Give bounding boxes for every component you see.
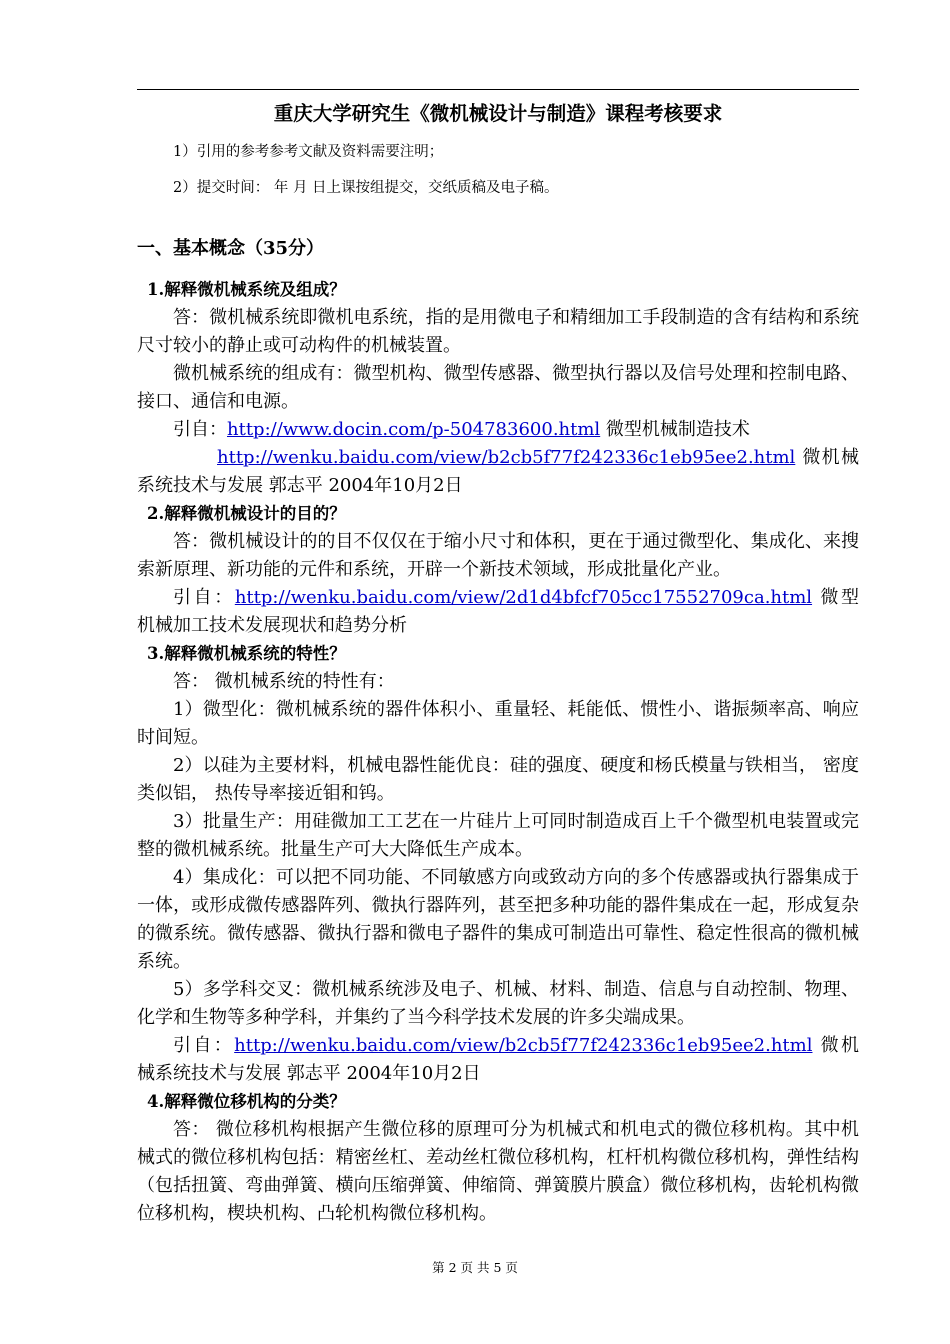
q3-item-2: 2）以硅为主要材料，机械电器性能优良：硅的强度、硬度和杨氏模量与铁相当， 密度类似铝， 热传导率接近钼和钨。 [137, 755, 859, 804]
q1-citation-1 [137, 416, 859, 444]
cite-title: 微机械系统技术与发展 郭志平 2004年10月2日 [137, 1035, 859, 1084]
cite-link-baidu-1[interactable]: http://wenku.baidu.com/view/b2cb5f77f242336c1eb95ee2.html [217, 447, 796, 468]
cite-prefix: 引自： [173, 587, 235, 608]
question-2-heading: 2.解释微机械设计的目的？ [147, 504, 346, 523]
q1-answer: 答：微机械系统即微机电系统，指的是用微电子和精细加工手段制造的含有结构和系统尺寸较小的静止或可动构件的机械装置。 [137, 307, 859, 356]
q3-item-5: 5）多学科交叉：微机械系统涉及电子、机械、材料、制造、信息与自动控制、物理、化学和生物等多种学科，并集约了当今科学技术发展的许多尖端成果。 [137, 979, 859, 1028]
q3-item-3: 3）批量生产：用硅微加工工艺在一片硅片上可同时制造成百上千个微型机电装置或完整的微机械系统。批量生产可大大降低生产成本。 [137, 811, 859, 860]
cite-prefix: 引自： [173, 419, 227, 440]
question-4-heading: 4.解释微位移机构的分类？ [147, 1092, 346, 1111]
question-1-heading: 1.解释微机械系统及组成？ [147, 280, 346, 299]
page-number-footer: 第 2 页 共 5 页 [432, 1260, 518, 1275]
q3-item-4: 4）集成化：可以把不同功能、不同敏感方向或致动方向的多个传感器或执行器集成于一体，或形成微传感器阵列、微执行器阵列，甚至把多种功能的器件集成在一起，形成复杂的微系统。微传感器、微执行器和微电子器件的集成可制造出可靠性、稳定性很高的微机械系统。 [137, 867, 859, 972]
cite-link-docin[interactable]: http://www.docin.com/p-504783600.html [227, 419, 601, 440]
cite-link-baidu-3[interactable]: http://wenku.baidu.com/view/b2cb5f77f242336c1eb95ee2.html [234, 1035, 813, 1056]
cite-prefix: 引自： [173, 1035, 235, 1056]
q3-answer-intro: 答： 微机械系统的特性有： [173, 671, 395, 692]
q1-composition: 微机械系统的组成有：微型机构、微型传感器、微型执行器以及信号处理和控制电路、接口、通信和电源。 [137, 363, 859, 412]
q3-citation [137, 1032, 859, 1088]
cite-title: 微型机械制造技术 [600, 419, 750, 440]
q3-item-1: 1）微型化：微机械系统的器件体积小、重量轻、耗能低、惯性小、谐振频率高、响应时间短。 [137, 699, 859, 748]
document-page [137, 94, 859, 1228]
note-1: 1）引用的参考参考文献及资料需要注明； [173, 144, 444, 160]
q1-citation-2 [137, 444, 859, 500]
cite-link-baidu-2[interactable]: http://wenku.baidu.com/view/2d1d4bfcf705cc17552709ca.html [234, 587, 813, 608]
document-title: 重庆大学研究生《微机械设计与制造》课程考核要求 [273, 102, 723, 125]
cite-title: 微型机械加工技术发展现状和趋势分析 [137, 587, 859, 636]
q2-citation [137, 584, 859, 640]
question-3-heading: 3.解释微机械系统的特性？ [147, 644, 346, 663]
section-heading: 一、基本概念（35分） [137, 238, 325, 259]
q2-answer: 答：微机械设计的的目不仅仅在于缩小尺寸和体积，更在于通过微型化、集成化、来搜索新原理、新功能的元件和系统，开辟一个新技术领域，形成批量化产业。 [137, 531, 859, 580]
cite-title: 微机械系统技术与发展 郭志平 2004年10月2日 [137, 447, 859, 496]
note-2: 2）提交时间： 年 月 日上课按组提交，交纸质稿及电子稿。 [173, 180, 559, 196]
header-rule [137, 89, 859, 90]
q4-answer: 答： 微位移机构根据产生微位移的原理可分为机械式和机电式的微位移机构。其中机械式的微位移机构包括：精密丝杠、差动丝杠微位移机构，杠杆机构微位移机构，弹性结构（包括扭簧、弯曲弹簧、横向压缩弹簧、伸缩筒、弹簧膜片膜盒）微位移机构，齿轮机构微位移机构，楔块机构、凸轮机构微位移机构。 [137, 1119, 859, 1224]
